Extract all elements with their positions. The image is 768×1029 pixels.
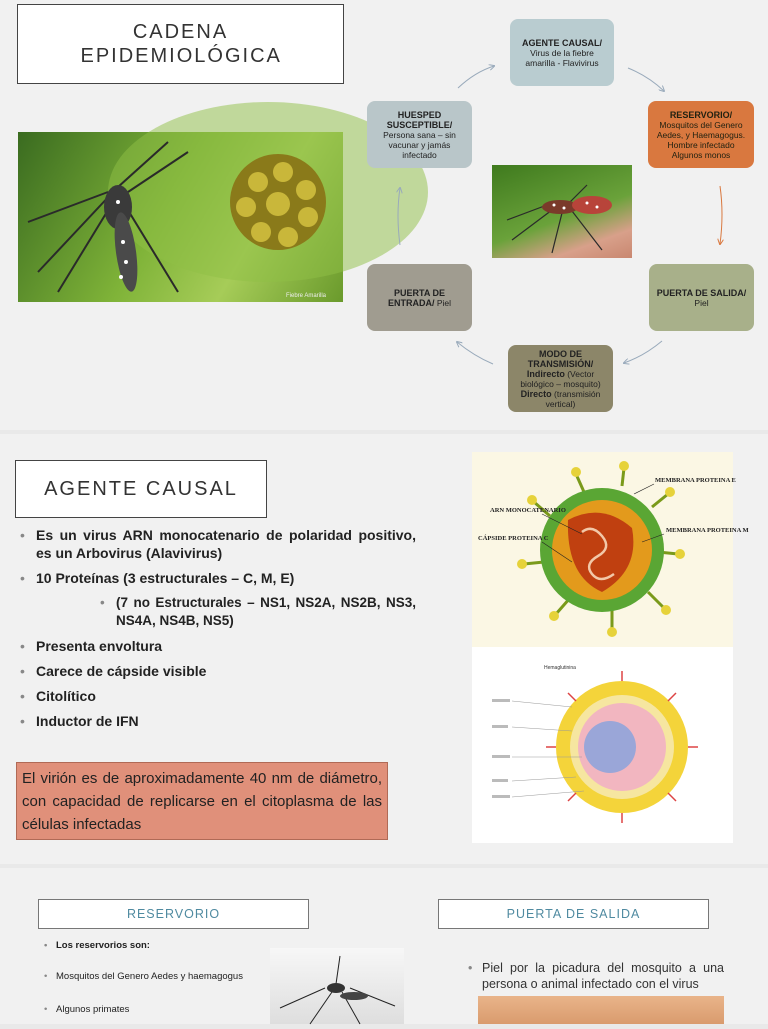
node-reservorio [648, 101, 754, 168]
slide-title-text: AGENTE CAUSAL [44, 477, 238, 500]
node-modo-l1: (Vector biológico – mosquito) [520, 368, 601, 389]
slide-title-text: CADENA EPIDEMIOLÓGICA [80, 21, 282, 67]
list-item: • (7 no Estructurales – NS1, NS2A, NS2B, NS3, NS4A, NS4B, NS5) [20, 594, 416, 630]
bullet-list [20, 526, 416, 737]
mosquito-bite-image [492, 165, 632, 258]
reservorio-list [42, 940, 262, 1015]
node-modo-transmision [508, 345, 613, 412]
virus-cross-section-diagram [472, 647, 733, 843]
list-item: • Es un virus ARN monocatenario de polaridad positivo, es un Arbovirus (Alavivirus) [20, 526, 416, 562]
node-entrada-text: Piel [436, 297, 452, 308]
node-salida-text: Piel [694, 297, 709, 308]
label-arn: ARN MONOCATENARIO [490, 507, 566, 514]
list-item: • Algunos primates [42, 1004, 262, 1015]
virus-structure-diagram [472, 452, 749, 647]
arrow-modo-entrada [457, 342, 493, 364]
virion-note: El virión es de aproximadamente 40 nm de diámetro, con capacidad de replicarse en el citoplasma de las células infectadas [16, 762, 388, 840]
node-reservorio-text: Mosquitos del Genero Aedes, y Haemagogus. [656, 119, 746, 140]
list-item: • Los reservorios son: [42, 940, 262, 951]
node-modo-l2: (transmisión vertical) [545, 388, 601, 409]
node-modo-l2-bold: Directo [520, 388, 552, 399]
label-capside: CÁPSIDE PROTEINA C [478, 535, 549, 542]
node-reservorio-head: RESERVORIO/ [669, 109, 733, 120]
slide-agente-causal [0, 434, 768, 864]
node-modo-l1-bold: Indirecto [526, 368, 565, 379]
node-salida-head: PUERTA DE SALIDA/ [656, 287, 747, 298]
slide-title [17, 4, 344, 84]
node-huesped-head: HUESPED SUSCEPTIBLE/ [386, 109, 453, 130]
node-reservorio-text2: Hombre infectado [667, 139, 735, 150]
node-reservorio-text3: Algunos monos [671, 149, 731, 160]
arrow-salida-modo [624, 341, 662, 363]
slide-reservorio-salida [0, 868, 768, 1024]
list-item: • 10 Proteínas (3 estructurales – C, M, E) [20, 569, 416, 587]
arrow-agente-reservorio [628, 68, 664, 91]
node-agente-causal [510, 19, 614, 86]
slide-cadena-epidemiologica [0, 0, 768, 430]
node-huesped-text: Persona sana – sin vacunar y jamás infectado [383, 129, 456, 160]
list-item: • Citolítico [20, 687, 416, 705]
list-item: • Presenta envoltura [20, 637, 416, 655]
node-modo-head: MODO DE TRANSMISIÓN/ [527, 348, 594, 369]
node-huesped-susceptible [367, 101, 472, 168]
label-membrana-m: MEMBRANA PROTEINA M [666, 527, 749, 534]
node-puerta-entrada [367, 264, 472, 331]
puerta-salida-title: PUERTA DE SALIDA [438, 899, 709, 929]
label-hemaglutinina: Hemaglutinina [544, 665, 576, 671]
arrow-reservorio-salida [720, 186, 722, 244]
list-item: • Carece de cápside visible [20, 662, 416, 680]
label-membrana-e: MEMBRANA PROTEINA E [655, 477, 736, 484]
image-caption: Fiebre Amarilla [286, 293, 327, 299]
arrow-huesped-agente [458, 66, 494, 88]
puerta-salida-text: • Piel por la picadura del mosquito a una persona o animal infectado con el virus [468, 960, 724, 992]
skin-photo [478, 996, 724, 1024]
node-agente-text: Virus de la fiebre amarilla - Flavivirus [525, 47, 599, 68]
list-item: • Mosquitos del Genero Aedes y haemagogus [42, 971, 262, 982]
mosquito-virus-image [18, 132, 343, 302]
node-entrada-head: PUERTA DE ENTRADA/ [387, 287, 445, 308]
reservorio-title: RESERVORIO [38, 899, 309, 929]
node-agente-head: AGENTE CAUSAL/ [521, 37, 602, 48]
mosquito-photo [270, 948, 404, 1024]
slide-title [15, 460, 267, 518]
list-item: • Inductor de IFN [20, 712, 416, 730]
node-puerta-salida [649, 264, 754, 331]
